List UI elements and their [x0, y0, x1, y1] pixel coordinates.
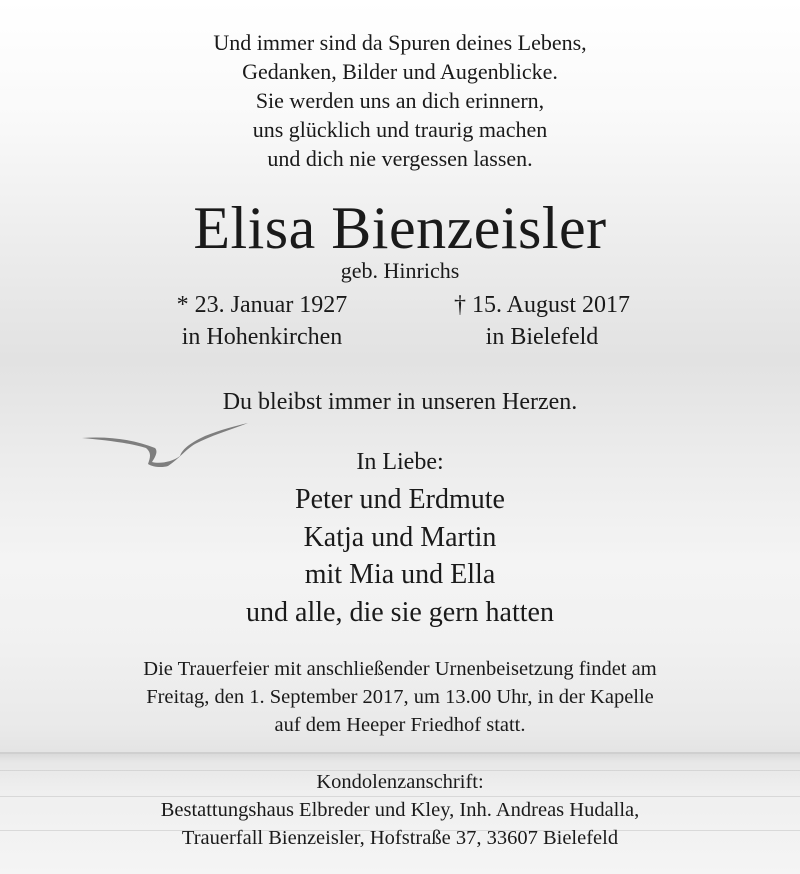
birth-block: [132, 289, 392, 353]
mourner-line: mit Mia und Ella: [304, 559, 496, 590]
condolence-address: [0, 768, 800, 852]
death-block: [412, 289, 672, 353]
motto: Du bleibst immer in unseren Herzen.: [222, 389, 578, 415]
mourner-line: und alle, die sie gern hatten: [246, 596, 554, 628]
mourners-list: [0, 481, 800, 631]
death-date: † 15. August 2017: [453, 292, 630, 318]
condolence-line: Bestattungshaus Elbreder und Kley, Inh. Andreas Hudalla,: [160, 799, 640, 821]
mourner-line: Peter und Erdmute: [295, 484, 505, 515]
mourner-line: Katja und Martin: [303, 521, 497, 553]
condolence-line: Trauerfall Bienzeisler, Hofstraße 37, 33607 Bielefeld: [181, 827, 619, 849]
poem-line: Und immer sind da Spuren deines Lebens,: [213, 30, 587, 55]
service-line: Freitag, den 1. September 2017, um 13.00 Uhr, in der Kapelle: [146, 686, 654, 708]
service-line: auf dem Heeper Friedhof statt.: [274, 714, 526, 736]
poem-line: uns glücklich und traurig machen: [252, 117, 548, 142]
poem-line: und dich nie vergessen lassen.: [267, 146, 533, 171]
poem: [0, 28, 800, 173]
condolence-heading: Kondolenzanschrift:: [316, 771, 484, 793]
birth-name: geb. Hinrichs: [340, 258, 460, 283]
poem-line: Sie werden uns an dich erinnern,: [255, 88, 545, 113]
funeral-service-info: [0, 655, 800, 739]
mourners-intro: In Liebe:: [356, 449, 444, 475]
birth-date: * 23. Januar 1927: [176, 292, 348, 318]
deceased-name: Elisa Bienzeisler: [193, 195, 607, 261]
poem-line: Gedanken, Bilder und Augenblicke.: [242, 59, 558, 84]
service-line: Die Trauerfeier mit anschließender Urnenbeisetzung findet am: [143, 658, 657, 680]
death-place: in Bielefeld: [485, 324, 599, 350]
birth-place: in Hohenkirchen: [181, 324, 343, 350]
